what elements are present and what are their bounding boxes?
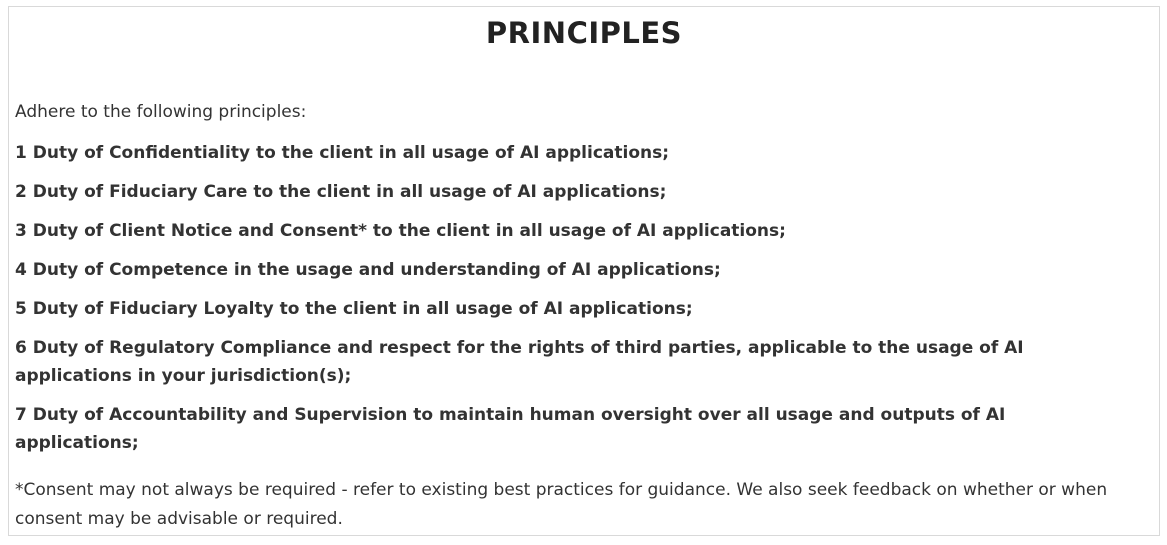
intro-text: Adhere to the following principles: <box>15 102 307 122</box>
principle-item-4: 4 Duty of Competence in the usage and understanding of AI applications; <box>15 260 721 280</box>
principle-item-5: 5 Duty of Fiduciary Loyalty to the client in all usage of AI applications; <box>15 299 693 319</box>
principle-item-7: 7 Duty of Accountability and Supervision to maintain human oversight over all usage and outputs of AI applications; <box>15 405 1006 453</box>
principle-item-1: 1 Duty of Confidentiality to the client in all usage of AI applications; <box>15 143 670 163</box>
principle-item-2: 2 Duty of Fiduciary Care to the client in all usage of AI applications; <box>15 182 667 202</box>
principle-item-3: 3 Duty of Client Notice and Consent* to the client in all usage of AI applications; <box>15 221 786 241</box>
principle-item-6: 6 Duty of Regulatory Compliance and respect for the rights of third parties, applicable to the usage of AI applications in your jurisdiction(s); <box>15 338 1024 386</box>
consent-footnote: *Consent may not always be required - refer to existing best practices for guidance. We also seek feedback on whether or when consent may be advisable or required. <box>15 480 1108 529</box>
principles-list <box>15 139 1105 468</box>
principles-panel <box>8 6 1160 536</box>
page-title: PRINCIPLES <box>485 16 683 50</box>
